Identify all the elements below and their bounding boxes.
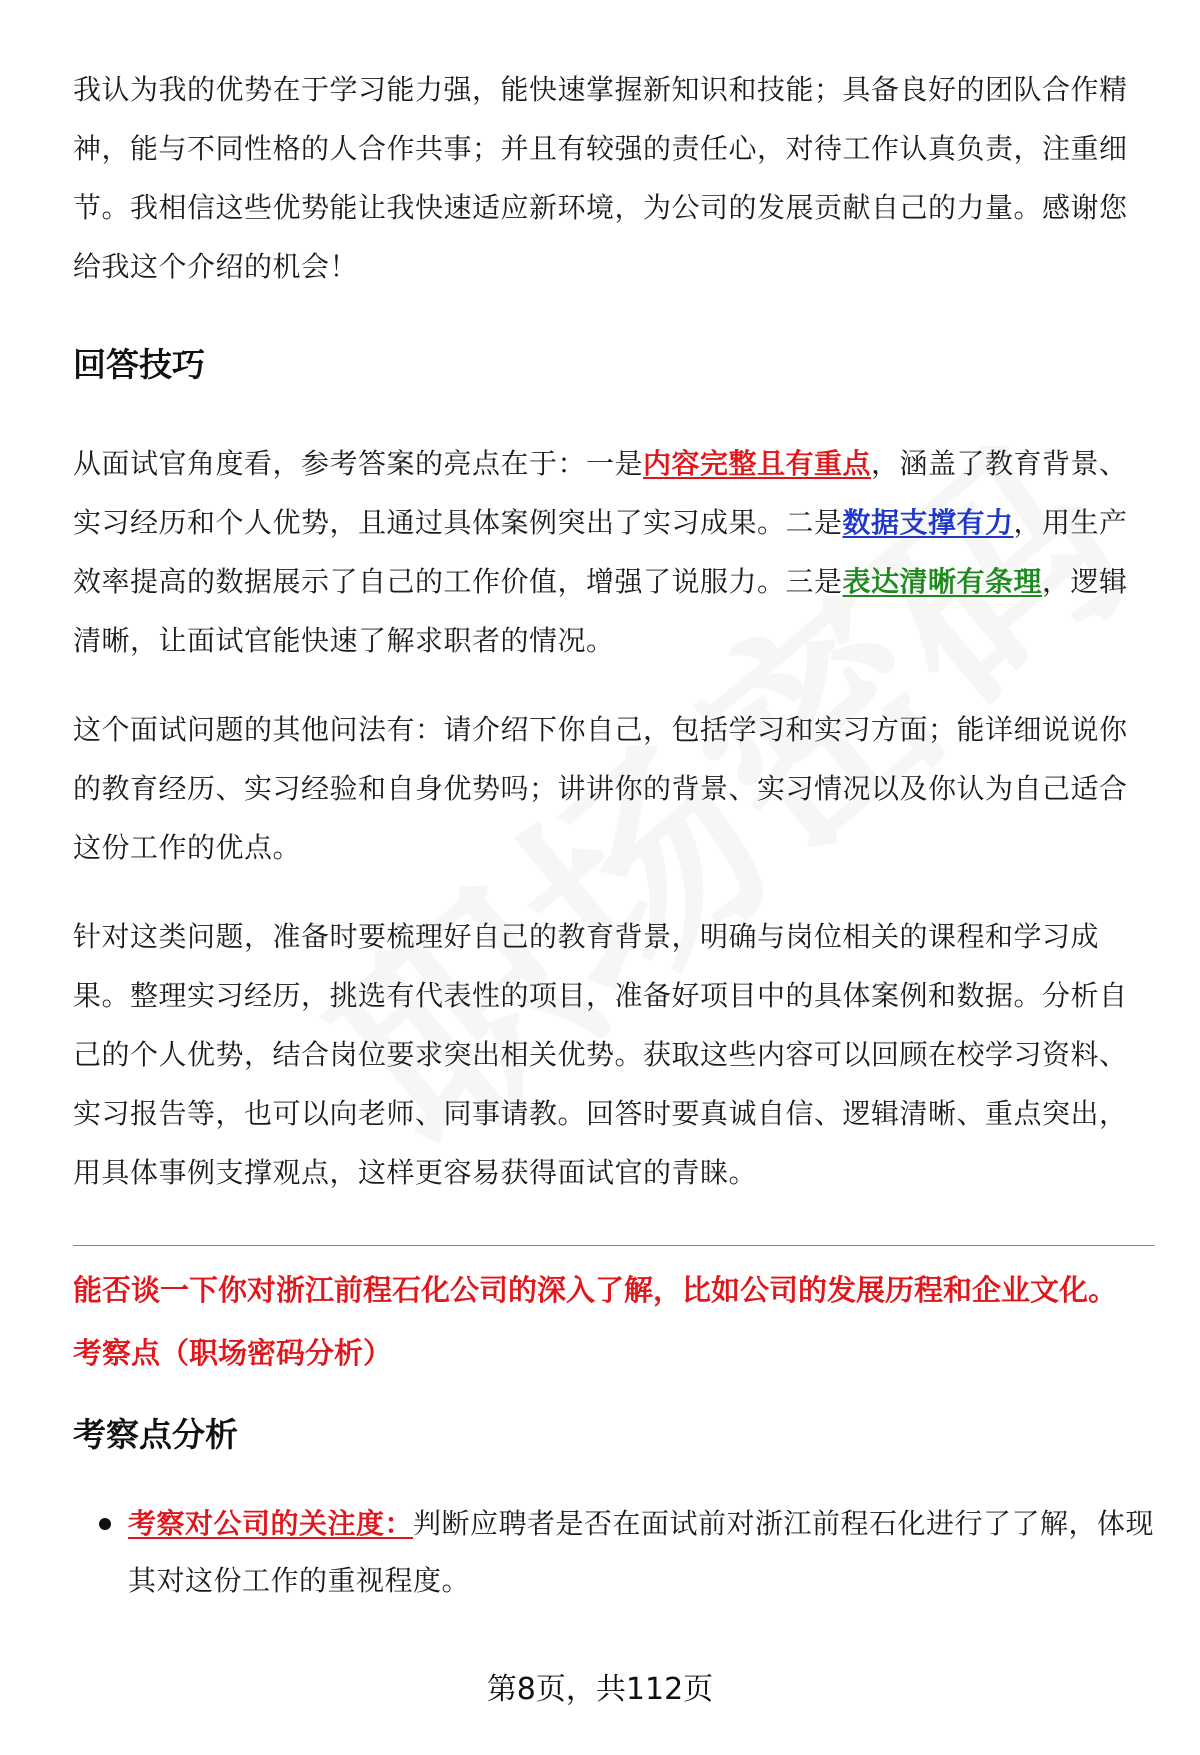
section-divider <box>73 1245 1155 1246</box>
analysis-list <box>73 1495 1155 1609</box>
next-question: 能否谈一下你对浙江前程石化公司的深入了解，比如公司的发展历程和企业文化。 <box>73 1273 1118 1307</box>
text-segment: ，涵盖了教育背景、实习经历和个人优势，且通过具体案例突出了实习成果。二是 <box>73 447 1128 539</box>
text-segment: ，用生产效率提高的数据展示了自己的工作价值，增强了说服力。三是 <box>73 506 1128 598</box>
list-item <box>73 1495 1155 1609</box>
question-subtitle: 考察点（职场密码分析） <box>73 1336 393 1370</box>
analysis-heading: 考察点分析 <box>73 1415 238 1454</box>
text-segment: 从面试官角度看，参考答案的亮点在于：一是 <box>73 447 644 480</box>
answer-tips-heading: 回答技巧 <box>73 345 205 384</box>
intro-paragraph: 我认为我的优势在于学习能力强，能快速掌握新知识和技能；具备良好的团队合作精神，能与不同性格的人合作共事；并且有较强的责任心，对待工作认真负责，注重细节。我相信这些优势能让我快速适应新环境，为公司的发展贡献自己的力量。感谢您给我这个介绍的机会！ <box>73 73 1128 283</box>
analysis-item-text: 判断应聘者是否在面试前对浙江前程石化进行了了解，体现其对这份工作的重视程度。 <box>128 1507 1155 1597</box>
answer-tips-paragraph-2: 这个面试问题的其他问法有：请介绍下你自己，包括学习和实习方面；能详细说说你的教育经历、实习经验和自身优势吗；讲讲你的背景、实习情况以及你认为自己适合这份工作的优点。 <box>73 713 1128 864</box>
answer-tips-paragraph-3: 针对这类问题，准备时要梳理好自己的教育背景，明确与岗位相关的课程和学习成果。整理实习经历，挑选有代表性的项目，准备好项目中的具体案例和数据。分析自己的个人优势，结合岗位要求突出相关优势。获取这些内容可以回顾在校学习资料、实习报告等，也可以向老师、同事请教。回答时要真诚自信、逻辑清晰、重点突出，用具体事例支撑观点，这样更容易获得面试官的青睐。 <box>73 920 1128 1189</box>
bullet-icon <box>99 1518 111 1530</box>
text-segment: ，逻辑清晰，让面试官能快速了解求职者的情况。 <box>73 565 1128 657</box>
highlight-data-support: 数据支撑有力 <box>842 506 1014 539</box>
page-number: 第8页，共112页 <box>486 1672 714 1707</box>
highlight-clear-expression: 表达清晰有条理 <box>842 565 1043 598</box>
document-page <box>73 60 1155 1609</box>
answer-tips-paragraph-1 <box>73 434 1155 670</box>
highlight-content-complete: 内容完整且有重点 <box>643 447 872 480</box>
analysis-item-label: 考察对公司的关注度： <box>128 1507 414 1540</box>
